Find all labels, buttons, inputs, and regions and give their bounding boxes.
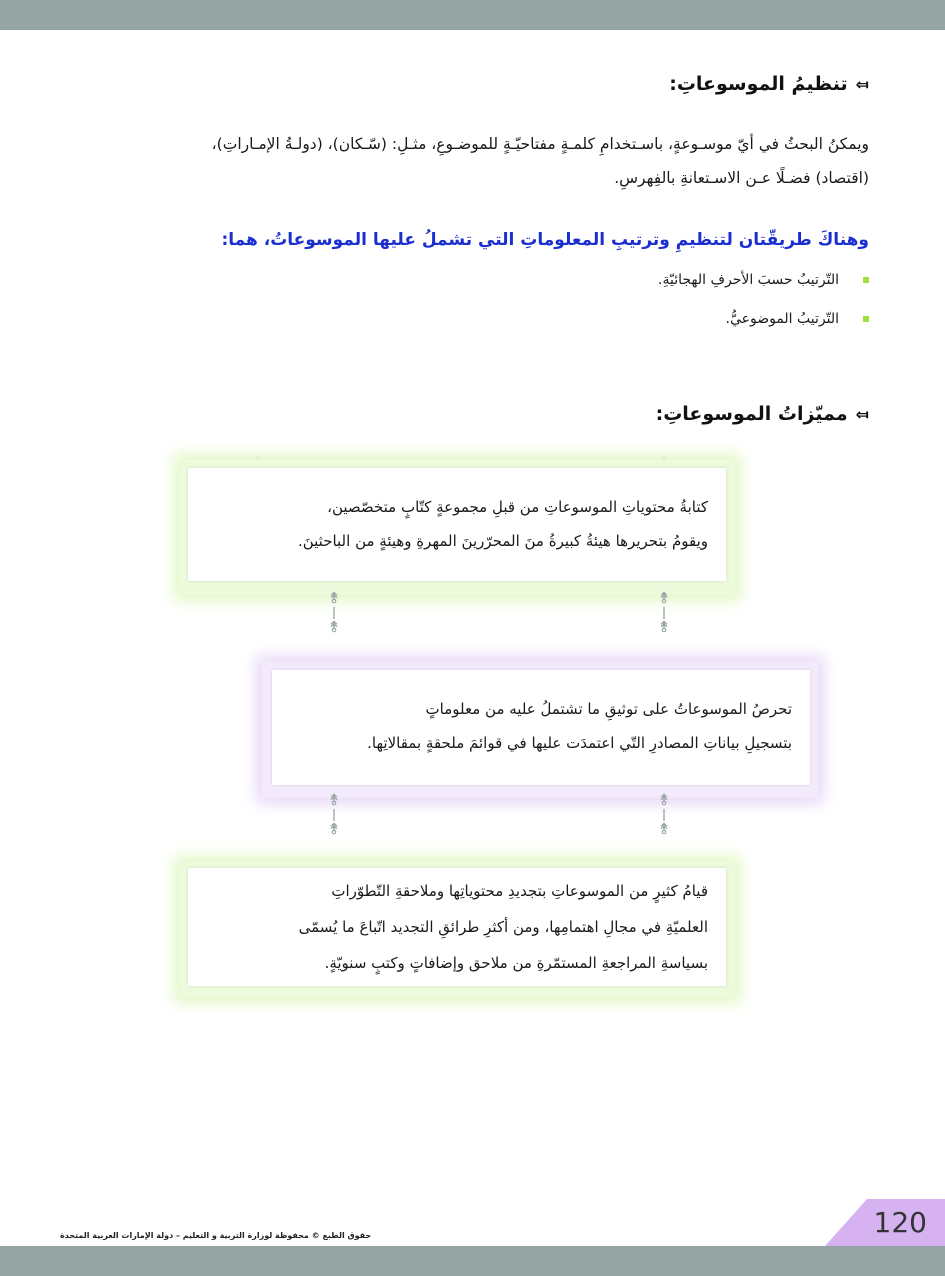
bullet-square-icon [863,316,869,322]
connector-right-2 [658,792,670,838]
top-bar [0,0,945,30]
feature-card-3 [188,868,726,986]
heading-features-text: مميّزاتُ الموسوعاتِ: [655,403,848,425]
bullet-text: التّرتيبُ الموضوعيُّ. [725,311,839,327]
bottom-bar [0,1246,945,1276]
chain-link-icon: ⥉ [660,589,668,607]
bullet-item [726,311,870,327]
copyright-text: حقوق الطبع © محفوظة لوزارة التربية و التعليم – دولة الإمارات العربية المتحدة [60,1231,372,1240]
feature-1-line-1: كتابةُ محتوياتِ الموسوعاتِ من قبلِ مجموعةٍ كتّابٍ متخصّصين، [327,498,708,516]
connector-left-1 [328,590,340,636]
feature-2-line-1: تحرصُ الموسوعاتُ على توثيقِ ما تشتملُ عليه من معلوماتٍ [425,700,792,718]
heading-organize-text: تنظيمُ الموسوعاتِ: [669,73,848,95]
paragraph-line-1: ويمكنُ البحثُ في أيّ موسـوعةٍ، باسـتخدامِ كلمـةٍ مفتاحيّـةٍ للموضـوعِ، مثـلِ: (سّـكان)، (دولـةُ الإمـاراتِ)، [211,135,869,153]
feature-3-line-3: بسياسةِ المراجعةِ المستمّرةِ من ملاحق وإضافاتٍ وكتبٍ سنويّةٍ. [324,954,708,972]
chain-link-icon: ⥉ [330,791,338,809]
heading-features [656,403,869,425]
chain-link-icon: ⥉ [660,618,668,636]
chain-link-icon: ⥉ [330,589,338,607]
feature-2-line-2: بتسجيلِ بياناتِ المصادرِ التّي اعتمدَت عليها في قوائمَ ملحقةٍ بمقالاتِها. [367,734,792,752]
feature-card-2 [272,670,810,785]
feature-card-1 [188,468,726,581]
bullet-item [658,272,869,288]
page-number: 120 [873,1206,927,1239]
chain-link-icon: ⥉ [660,820,668,838]
bullet-text: التّرتيبُ حسبَ الأحرفِ الهجائيّةِ. [658,272,839,288]
paragraph-line-2: (اقتصاد) فضـلًا عـن الاسـتعانةِ بالفِهرسِ. [614,169,869,187]
connector-right-1 [658,590,670,636]
connector-left-2 [328,792,340,838]
feature-1-line-2: ويقومُ بتحريرها هيئةُ كبيرةُ منَ المحرّرينَ المهرةِ وهيئةٍ من الباحثينَ. [297,532,708,550]
heading-organize [669,73,869,95]
arrow-icon: ⤆ [855,74,869,94]
feature-3-line-1: قيامُ كثيرٍ من الموسوعاتِ بتجديدِ محتوياتِها وملاحقةِ التّطوّراتِ [331,882,708,900]
search-paragraph [74,127,869,195]
chain-link-icon: ⥉ [330,618,338,636]
arrow-icon: ⤆ [855,404,869,424]
feature-3-line-2: العلميّةِ في مجالِ اهتمامِها، ومن أكثرِ طرائقِ التجديد اتّباعَ ما يُسمّى [298,918,708,936]
bullet-square-icon [863,277,869,283]
chain-link-icon: ⥉ [660,791,668,809]
methods-intro: وهناكَ طريقّتان لتنظيمِ وترتيبِ المعلوماتِ التي تشملُ عليها الموسوعاتُ، هما: [221,230,869,250]
chain-link-icon: ⥉ [330,820,338,838]
